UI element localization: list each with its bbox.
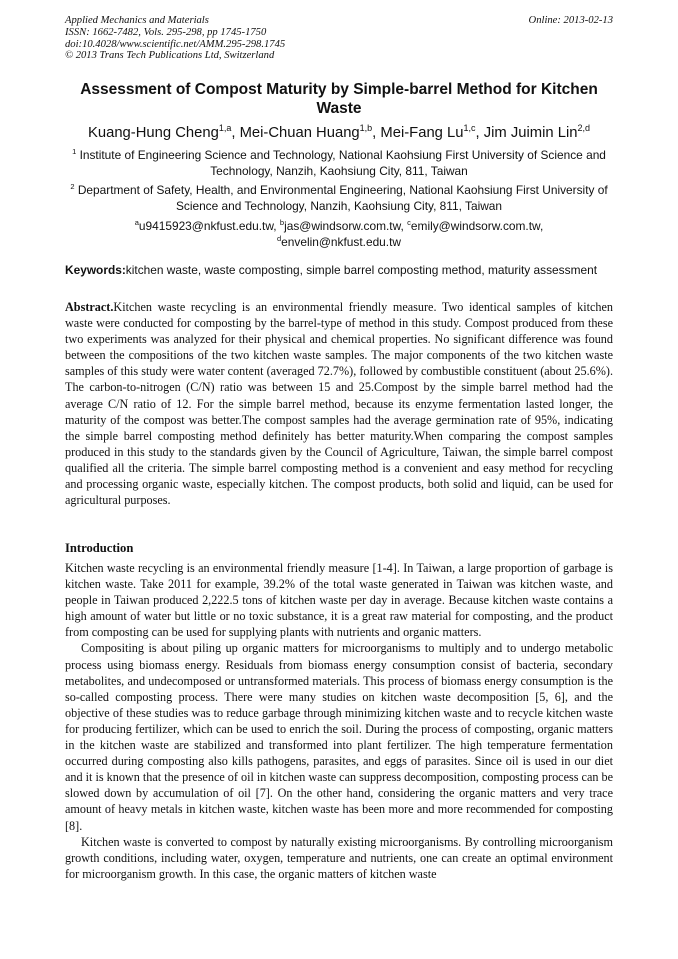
journal-name: Applied Mechanics and Materials xyxy=(65,15,209,26)
doi-line: doi:10.4028/www.scientific.net/AMM.295-298.1745 xyxy=(65,38,286,50)
affiliation-2 xyxy=(65,183,613,214)
author-name: Jim Juimin Lin xyxy=(483,125,578,141)
author-affil-sup: 2,d xyxy=(577,123,590,133)
email-sup: c xyxy=(407,218,411,227)
affiliation-text: Institute of Engineering Science and Technology, National Kaohsiung First University of Science and Technology, Nanzih, Kaohsiung City, 811, Taiwan xyxy=(79,148,606,178)
email-sup: b xyxy=(279,218,285,227)
affiliation-text: Department of Safety, Health, and Environmental Engineering, National Kaohsiung First University of Science and Technology, Nanzih, Kaohsiung City, 811, Taiwan xyxy=(77,183,608,213)
introduction-body xyxy=(65,560,613,882)
email-address[interactable]: envelin@nkfust.edu.tw xyxy=(281,234,401,249)
body-paragraph: Kitchen waste recycling is an environmental friendly measure [1-4]. In Taiwan, a large proportion of garbage is kitchen waste. Take 2011 for example, 39.2% of the total waste generated in Taiwan was kitchen waste, and people in Taiwan produced 2,222.5 tons of kitchen waste per day in average. Because kitchen waste contains a high amount of water but little or no toxic substance, it is a great raw material for composting, and the product from composting can be used for supplying plants with nutrients and organic matters. xyxy=(65,561,613,640)
introduction-heading: Introduction xyxy=(65,541,134,555)
abstract-text: Kitchen waste recycling is an environmental friendly measure. Two identical samples of kitchen waste were conducted for composting by the barrel-type of method in this study. Compost produced from these two experiments was analyzed for their physical and chemical properties. No significant difference was found between the compositions of the two kitchen waste samples. The major components of the two kitchen waste samples of this study were water content (averaged 72.7%), followed by combustible constituent (about 25.6%). The carbon-to-nitrogen (C/N) ratio was between 15 and 25.Compost by the simple barrel method had the average C/N ratio of 12. For the simple barrel method, because its enzyme fermentation lasted longer, the maturity of the compost was better.The compost samples had the average germination rate of 95%, indicating the simple barrel composting method definitely has better maturity.When comparing the compost samples produced in this study to the standards given by the Council of Agriculture, Taiwan, the simple barrel compost qualified all the criteria. The simple barrel composting method is a convenient and easy method for recycling and processing organic waste, especially kitchen. The compost products, both solid and liquid, can be used for agricultural purposes. xyxy=(65,300,613,508)
abstract-label: Abstract. xyxy=(65,300,114,314)
email-address[interactable]: emily@windsorw.com.tw, xyxy=(410,219,544,233)
body-paragraph: Kitchen waste is converted to compost by naturally existing microorganisms. By controlling microorganism growth conditions, including water, oxygen, temperature and nutrients, one can create an optimal environment for microorganism growth. In this case, the organic matters of kitchen waste xyxy=(65,834,613,881)
author-name: Mei-Fang Lu xyxy=(380,125,464,141)
email-list xyxy=(65,219,613,250)
copyright-line: © 2013 Trans Tech Publications Ltd, Switzerland xyxy=(65,50,275,62)
email-address[interactable]: u9415923@nkfust.edu.tw, xyxy=(138,219,277,233)
author-name: Kuang-Hung Cheng xyxy=(88,125,219,141)
keywords-text: kitchen waste, waste composting, simple barrel composting method, maturity assessment xyxy=(125,263,597,277)
affiliation-1 xyxy=(65,148,613,179)
affiliation-number: 1 xyxy=(72,147,77,156)
author-affil-sup: 1,c xyxy=(463,123,476,133)
affiliation-number: 2 xyxy=(70,182,75,191)
author-affil-sup: 1,b xyxy=(359,123,373,133)
issn-line: ISSN: 1662-7482, Vols. 295-298, pp 1745-1750 xyxy=(65,26,267,38)
author-name: Mei-Chuan Huang xyxy=(239,125,360,141)
email-sup: a xyxy=(134,218,139,227)
paper-title: Assessment of Compost Maturity by Simple-barrel Method for Kitchen Waste xyxy=(80,81,598,117)
page-header xyxy=(65,15,613,62)
email-sup: d xyxy=(277,233,282,243)
author-affil-sup: 1,a xyxy=(218,123,232,133)
body-paragraph: Compositing is about piling up organic matters for microorganisms to multiply and to undergo metabolic process using biomass energy. Residuals from biomass energy consumption consist of bacteria, secondary metabolites, and undecomposed or untransformed materials. This process of biomass energy consumption is the so-called composting process. There were many studies on kitchen waste decomposition [5, 6], and the objective of these studies was to reduce garbage through minimizing kitchen waste and to recycle kitchen waste for producing fertilizer, which can be used to enrich the soil. During the process of composting, organic matters in the kitchen waste are stabilized and transformed into plant fertilizer. The high temperature fermentation occurred during composting also kills pathogens, parasites, and eggs of parasites. Since oil is used in our diet and it is known that the presence of oil in kitchen waste can suppress decomposition, composting process can be slowed down by accumulation of oil [7]. On the other hand, considering the organic matters and very trace amount of heavy metals in kitchen waste, kitchen waste has been more and more recommended for composting [8]. xyxy=(65,641,613,833)
keywords-label: Keywords: xyxy=(65,263,126,277)
abstract-section xyxy=(65,299,613,508)
author-list: Kuang-Hung Cheng$^{1,a}$, Mei-Chuan Huang$^{1,b}$, Mei-Fang Lu$^{1,c}$, Jim Juimin Lin$^{2,d}$ xyxy=(88,123,590,141)
online-date: Online: 2013-02-13 xyxy=(528,15,613,26)
keywords-section xyxy=(65,263,613,277)
email-address[interactable]: jas@windsorw.com.tw, xyxy=(284,219,404,233)
